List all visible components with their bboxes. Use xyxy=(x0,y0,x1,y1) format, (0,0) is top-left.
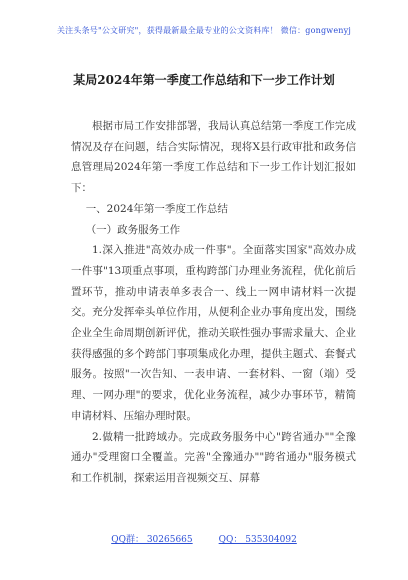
qq-contact-link[interactable]: QQ： 535304092 xyxy=(218,535,297,545)
document-body xyxy=(71,116,356,489)
section-heading: 一、2024年第一季度工作总结 xyxy=(85,202,228,215)
subsection-heading: （一）政务服务工作 xyxy=(85,223,181,236)
body-paragraph-1: 1.深入推进"高效办成一件事"。全面落实国家"高效办成一件事"13项重点事项，重构跨部门办理业务流程，优化前后置环节，推动申请表单多表合一、线上一网申请材料一次提交。充分发挥牵头单位作用，从便利企业办事角度出发，围绕企业全生命周期创新评优，推动关联性强办事需求量大、企业获得感强的多个跨部门事项集成化办理，提供主题式、套餐式服务。按照"一次告知、一表申请、一套材料、一窗（端）受理、一网办理"的要求，优化业务流程，减少办事环节，精简申请材料、压缩办理时限。 xyxy=(71,244,356,422)
promo-banner: 关注头条号"公文研究"，获得最新最全最专业的公文资料库！ 微信：gongwenyj xyxy=(56,26,352,35)
intro-paragraph: 根据市局工作安排部署，我局认真总结第一季度工作完成情况及存在问题，结合实际情况，现将X县行政审批和政务信息管理局2024年第一季度工作总结和下一步工作计划汇报如下： xyxy=(71,120,356,195)
contact-footer xyxy=(0,534,408,546)
document-title: 某局2024年第一季度工作总结和下一步工作计划 xyxy=(73,73,335,87)
body-paragraph-2: 2.做精一批跨域办。完成政务服务中心"跨省通办""全豫通办"受理窗口全覆盖。完善"全豫通办""跨省通办"服务模式和工作机制，探索运用音视频交互、屏幕 xyxy=(71,430,356,484)
qq-group-link[interactable]: QQ群： 30265665 xyxy=(111,535,193,545)
